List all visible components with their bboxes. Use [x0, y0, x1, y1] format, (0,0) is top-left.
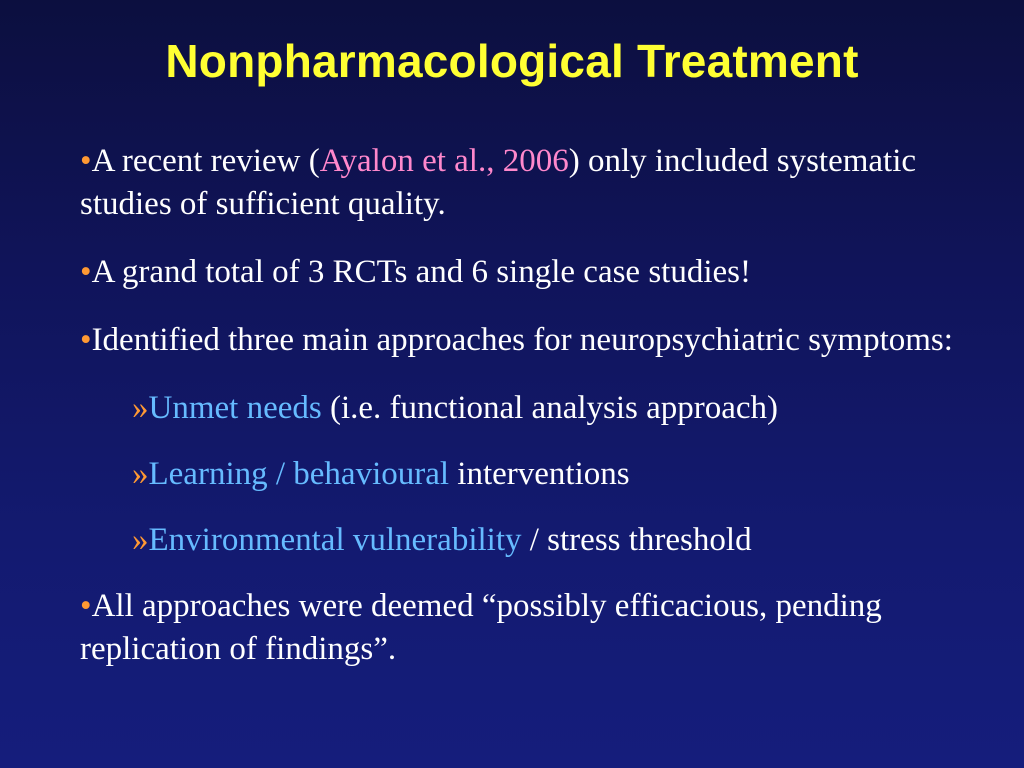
bullet-4-text: All approaches were deemed “possibly efficacious, pending replication of findings”.	[80, 588, 882, 667]
sub-bullet-icon: »	[132, 390, 149, 426]
bullet-item-1	[80, 140, 980, 226]
bullet-3-text: Identified three main approaches for neuropsychiatric symptoms:	[91, 322, 953, 358]
bullet-item-3	[80, 319, 980, 362]
bullet-dot-icon: •	[80, 588, 92, 624]
slide-body	[80, 140, 980, 696]
sub-item-1-highlight: Unmet needs	[148, 390, 322, 426]
sub-item-2-highlight: Learning / behavioural	[148, 456, 450, 492]
bullet-1-post: ) only included systematic studies of sufficient quality.	[80, 143, 917, 222]
sub-item-3	[132, 519, 980, 562]
sub-bullet-icon: »	[132, 522, 149, 558]
bullet-dot-icon: •	[80, 254, 92, 290]
bullet-item-4	[80, 585, 980, 671]
bullet-dot-icon: •	[80, 322, 92, 358]
sub-item-2-rest: interventions	[449, 456, 630, 492]
citation-link: Ayalon et al., 2006	[319, 143, 569, 179]
sub-item-3-rest: / stress threshold	[521, 522, 752, 558]
bullet-1-pre: A recent review (	[91, 143, 320, 179]
sub-item-2	[132, 453, 980, 496]
sub-item-1	[132, 387, 980, 430]
sub-item-3-highlight: Environmental vulnerability	[148, 522, 522, 558]
sub-item-1-rest: (i.e. functional analysis approach)	[321, 390, 779, 426]
bullet-dot-icon: •	[80, 143, 92, 179]
bullet-item-2	[80, 251, 980, 294]
bullet-2-text: A grand total of 3 RCTs and 6 single case studies!	[91, 254, 751, 290]
slide-title: Nonpharmacological Treatment	[165, 35, 859, 87]
sub-bullet-icon: »	[132, 456, 149, 492]
